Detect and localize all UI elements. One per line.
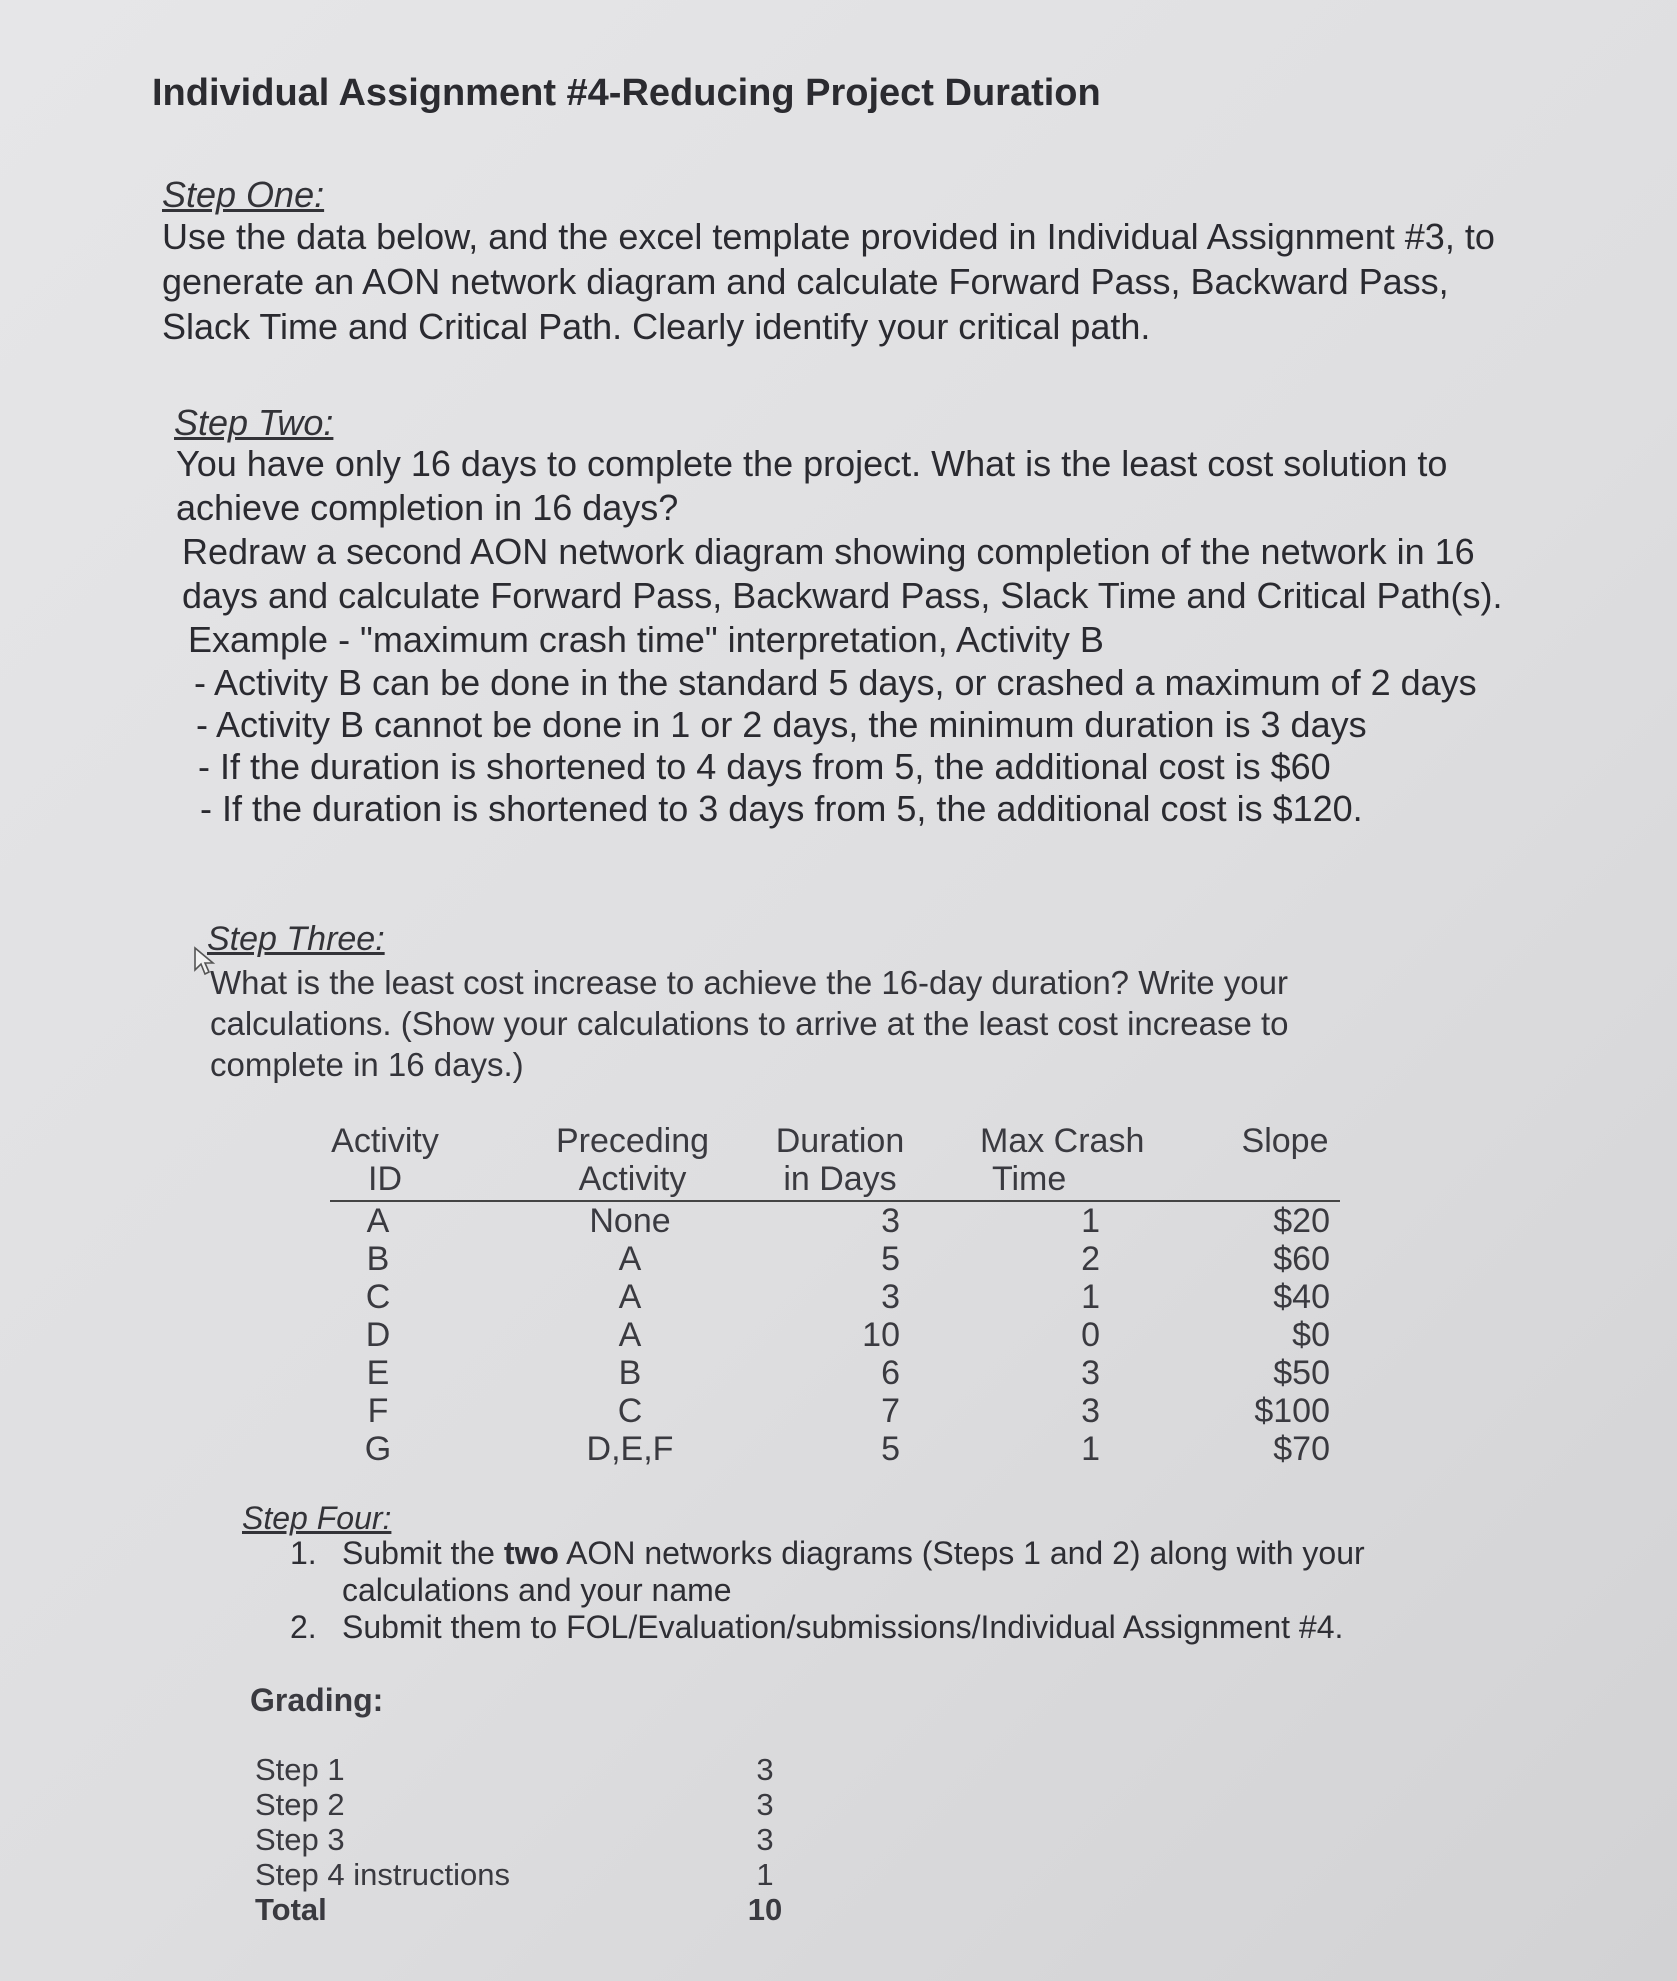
- list-item: [290, 1609, 1470, 1646]
- list-text-bold: two: [503, 1535, 559, 1571]
- cell-preceding: C: [617, 1392, 643, 1430]
- table-row: [330, 1354, 1340, 1392]
- grading-points: 3: [756, 1752, 774, 1787]
- grading-total-points: 10: [747, 1892, 783, 1927]
- cell-id: D: [365, 1316, 391, 1354]
- table-row: [330, 1202, 1340, 1240]
- cell-id: C: [365, 1278, 391, 1316]
- cell-preceding: D,E,F: [586, 1430, 674, 1468]
- header-text: Max Crash: [980, 1122, 1145, 1160]
- cell-slope: $0: [1292, 1316, 1330, 1354]
- header-text: Duration: [775, 1122, 905, 1160]
- header-text: ID: [368, 1160, 402, 1198]
- grading-points: 1: [756, 1857, 774, 1892]
- cell-crash: 1: [1081, 1430, 1100, 1468]
- table-row: [330, 1278, 1340, 1316]
- cell-duration: 7: [881, 1392, 900, 1430]
- cell-crash: 0: [1081, 1316, 1100, 1354]
- cell-preceding: A: [618, 1240, 642, 1278]
- cell-slope: $100: [1254, 1392, 1330, 1430]
- table-row: [330, 1316, 1340, 1354]
- cell-preceding: A: [618, 1316, 642, 1354]
- step-one-text: [162, 214, 1542, 349]
- cell-preceding: None: [589, 1202, 671, 1240]
- grading-row: [255, 1752, 815, 1787]
- cell-duration: 6: [881, 1354, 900, 1392]
- header-text: Slope: [1241, 1122, 1329, 1160]
- cell-preceding: B: [618, 1354, 642, 1392]
- list-number: 2.: [290, 1609, 317, 1645]
- grading-table: [255, 1752, 815, 1927]
- header-preceding: [550, 1122, 715, 1198]
- list-text: Submit them to FOL/Evaluation/submissions/Individual Assignment #4.: [342, 1609, 1344, 1645]
- step-two-example: Example - "maximum crash time" interpretation, Activity B: [188, 619, 1104, 660]
- step-two-block: [176, 442, 1546, 830]
- grading-step: Step 4 instructions: [255, 1857, 511, 1892]
- cell-slope: $20: [1273, 1202, 1330, 1240]
- header-max-crash: [980, 1122, 1160, 1198]
- grading-row: [255, 1787, 815, 1822]
- grading-step: Step 2: [255, 1787, 345, 1822]
- header-text: Preceding: [555, 1122, 710, 1160]
- grading-step: Step 1: [255, 1752, 345, 1787]
- header-slope: [1230, 1122, 1340, 1160]
- step-three-text: [210, 962, 1410, 1085]
- cell-crash: 3: [1081, 1354, 1100, 1392]
- grading-total-label: Total: [255, 1892, 327, 1927]
- step-three-heading: Step Three:: [207, 920, 385, 958]
- grading-total-row: [255, 1892, 815, 1927]
- grading-points: 3: [756, 1822, 774, 1857]
- header-text: in Days: [783, 1160, 897, 1198]
- header-text: Activity: [578, 1160, 687, 1198]
- cell-duration: 5: [881, 1240, 900, 1278]
- step-two-question: You have only 16 days to complete the project. What is the least cost solution to achieve completion in 16 days?: [176, 443, 1448, 528]
- cell-preceding: A: [618, 1278, 642, 1316]
- cell-slope: $50: [1273, 1354, 1330, 1392]
- step-two-bullet: - Activity B cannot be done in 1 or 2 days, the minimum duration is 3 days: [196, 704, 1367, 745]
- cell-id: B: [366, 1240, 390, 1278]
- grading-points: 3: [756, 1787, 774, 1822]
- grading-row: [255, 1822, 815, 1857]
- list-text: AON networks diagrams (Steps 1 and 2) along with your calculations and your name: [342, 1535, 1365, 1608]
- grading-row: [255, 1857, 815, 1892]
- list-item: [290, 1535, 1470, 1609]
- step-two-redraw: Redraw a second AON network diagram showing completion of the network in 16 days and calculate Forward Pass, Backward Pass, Slack Time and Critical Path(s).: [182, 531, 1503, 616]
- cell-duration: 5: [881, 1430, 900, 1468]
- step-two-heading: Step Two:: [174, 402, 334, 443]
- step-four-list: [290, 1535, 1470, 1646]
- header-text: Time: [992, 1160, 1067, 1198]
- cell-crash: 3: [1081, 1392, 1100, 1430]
- step-two-bullet: - Activity B can be done in the standard 5 days, or crashed a maximum of 2 days: [194, 662, 1477, 703]
- activity-table: [330, 1122, 1340, 1468]
- step-two-bullet: - If the duration is shortened to 3 days from 5, the additional cost is $120.: [200, 788, 1363, 829]
- cell-crash: 2: [1081, 1240, 1100, 1278]
- cell-id: G: [364, 1430, 392, 1468]
- cell-duration: 10: [862, 1316, 900, 1354]
- step-two-bullet: - If the duration is shortened to 4 days from 5, the additional cost is $60: [198, 746, 1331, 787]
- table-header-row: [330, 1122, 1340, 1202]
- grading-step: Step 3: [255, 1822, 345, 1857]
- cell-slope: $40: [1273, 1278, 1330, 1316]
- step-one-heading: Step One:: [162, 174, 325, 215]
- header-duration: [770, 1122, 910, 1198]
- cell-slope: $60: [1273, 1240, 1330, 1278]
- cell-crash: 1: [1081, 1202, 1100, 1240]
- header-activity-id: [330, 1122, 440, 1198]
- table-row: [330, 1240, 1340, 1278]
- step-four-heading: Step Four:: [242, 1500, 392, 1536]
- cell-duration: 3: [881, 1278, 900, 1316]
- header-text: Activity: [331, 1122, 439, 1160]
- grading-label: Grading:: [250, 1682, 384, 1718]
- cell-crash: 1: [1081, 1278, 1100, 1316]
- step-three-paragraph: What is the least cost increase to achieve the 16-day duration? Write your calculations. (Show your calculations to arrive at the least cost increase to complete in 16 days.): [210, 964, 1289, 1083]
- cell-id: F: [367, 1392, 389, 1430]
- table-row: [330, 1392, 1340, 1430]
- cell-duration: 3: [881, 1202, 900, 1240]
- cell-slope: $70: [1273, 1430, 1330, 1468]
- cell-id: A: [366, 1202, 390, 1240]
- list-text: Submit the: [342, 1535, 504, 1571]
- step-one-paragraph: Use the data below, and the excel template provided in Individual Assignment #3, to generate an AON network diagram and calculate Forward Pass, Backward Pass, Slack Time and Critical Path. Clearly identify your critical path.: [162, 216, 1495, 347]
- list-number: 1.: [290, 1535, 317, 1571]
- document-title: Individual Assignment #4-Reducing Project Duration: [152, 72, 1101, 114]
- cell-id: E: [366, 1354, 390, 1392]
- table-row: [330, 1430, 1340, 1468]
